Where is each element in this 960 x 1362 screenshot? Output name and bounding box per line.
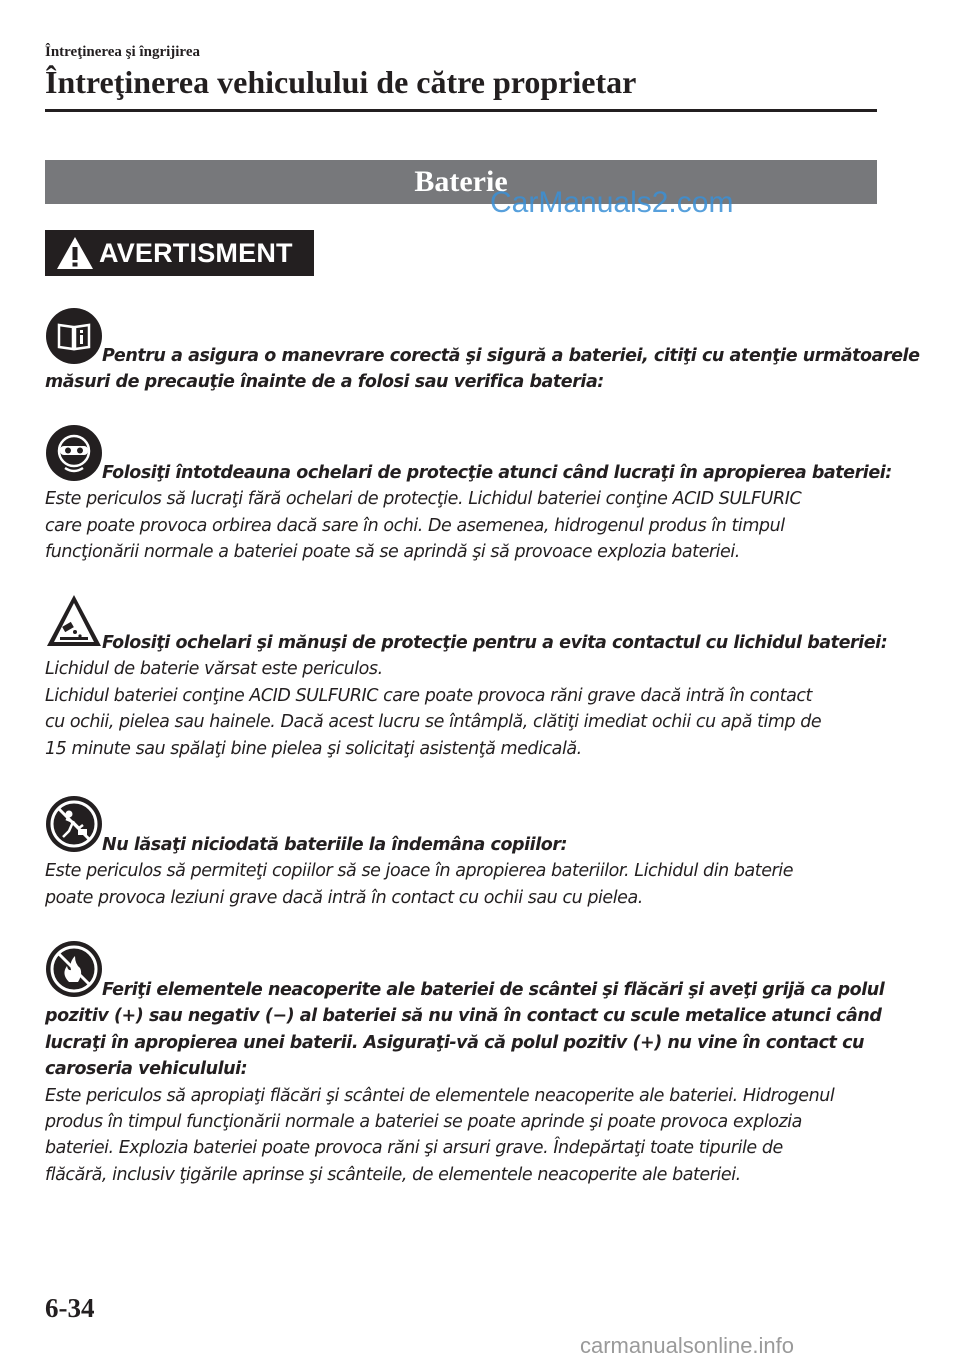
footer-watermark: carmanualsonline.info — [580, 1333, 795, 1358]
goggles-warning — [45, 460, 892, 566]
intro-text — [45, 343, 920, 396]
body-line: poate provoca leziuni grave dacă intră în contact cu ochii sau cu pielea. — [45, 887, 643, 908]
body-line: flăcără, inclusiv ţigările aprinse şi scânteile, de elementele neacoperite ale bateriei. — [45, 1164, 741, 1185]
warning-label: AVERTISMENT — [99, 237, 293, 268]
body-line: Este periculos să apropiaţi flăcări şi scântei de elementele neacoperite ale bateriei. Hidrogenul — [45, 1085, 835, 1106]
heading-line: caroseria vehiculului: — [45, 1059, 248, 1080]
heading-line: măsuri de precauţie înainte de a folosi sau verifica bateria: — [45, 372, 604, 393]
heading-line: lucraţi în apropierea unei baterii. Asiguraţi-vă că polul pozitiv (+) nu vine în contact cu — [45, 1032, 865, 1053]
body-line: 15 minute sau spălaţi bine pielea şi solicitaţi asistenţă medicală. — [45, 738, 582, 759]
body-line: Lichidul de baterie vărsat este periculos. — [45, 659, 383, 680]
warning-banner — [45, 230, 314, 276]
body-line: produs în timpul funcţionării normale a bateriei se poate aprinde şi poate provoca explozia — [45, 1112, 802, 1133]
heading-line: Feriţi elementele neacoperite ale bateriei de scântei şi flăcări şi aveţi grijă ca polul — [102, 980, 885, 1000]
warning-triangle-icon — [55, 235, 95, 271]
body-line: cu ochii, pielea sau hainele. Dacă acest lucru se întâmplă, clătiţi imediat ochii cu apă timp de — [45, 712, 822, 733]
page-title: Întreţinerea vehiculului de către proprietar — [45, 64, 637, 100]
body-line: Lichidul bateriei conţine ACID SULFURIC care poate provoca răni grave dacă intră în contact — [45, 685, 812, 706]
heading-line: Folosiţi întotdeauna ochelari de protecţie atunci când lucraţi în apropierea bateriei: — [102, 463, 892, 483]
body-line: Este periculos să lucraţi fără ochelari de protecţie. Lichidul bateriei conţine ACID SULFURIC — [45, 489, 802, 510]
children-warning — [45, 832, 885, 911]
section-title: Baterie — [45, 160, 877, 204]
flames-warning — [45, 977, 885, 1188]
body-line: Este periculos să permiteţi copiilor să se joace în apropierea bateriilor. Lichidul din baterie — [45, 861, 794, 882]
body-line: bateriei. Explozia bateriei poate provoca răni şi arsuri grave. Îndepărtaţi toate tipurile de — [45, 1138, 783, 1159]
heading-line: Folosiţi ochelari şi mănuşi de protecţie pentru a evita contactul cu lichidul bateriei: — [102, 633, 888, 653]
body-line: care poate provoca orbirea dacă sare în ochi. De asemenea, hidrogenul produs în timpul — [45, 515, 785, 536]
body-line: funcţionării normale a bateriei poate să se aprindă şi să provoace explozia bateriei. — [45, 542, 740, 563]
page-number: 6-34 — [45, 1293, 95, 1323]
heading-line: Pentru a asigura o manevrare corectă şi sigură a bateriei, citiţi cu atenţie următoarele — [102, 346, 920, 366]
heading-line: pozitiv (+) sau negativ (−) al bateriei să nu vină în contact cu scule metalice atunci când — [45, 1006, 882, 1027]
watermark: CarManuals2.com — [490, 186, 734, 219]
heading-line: Nu lăsaţi niciodată bateriile la îndemâna copiilor: — [102, 835, 568, 855]
title-divider — [45, 109, 877, 112]
breadcrumb: Întreţinerea şi îngrijirea — [45, 44, 200, 60]
acid-warning — [45, 630, 888, 762]
